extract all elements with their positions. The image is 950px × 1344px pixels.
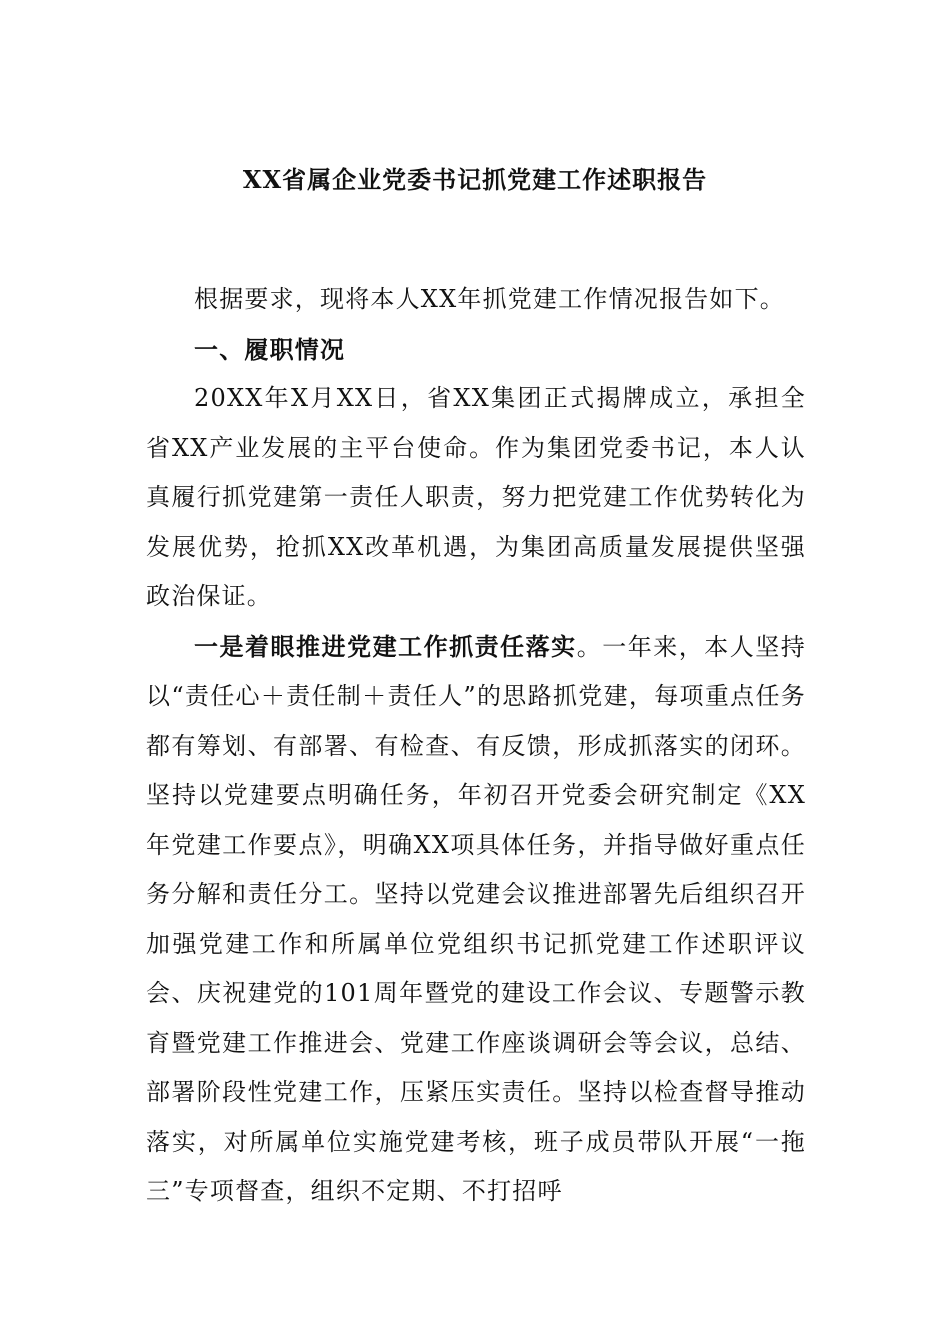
body-paragraph: 20XX年X月XX日，省XX集团正式揭牌成立，承担全省XX产业发展的主平台使命。作为集团党委书记，本人认真履行抓党建第一责任人职责，努力把党建工作优势转化为发展优势，抢抓XX改革机遇，为集团高质量发展提供坚强政治保证。: [146, 384, 806, 610]
intro-paragraph: 根据要求，现将本人XX年抓党建工作情况报告如下。: [194, 285, 785, 313]
document-title: XX省属企业党委书记抓党建工作述职报告: [242, 165, 708, 194]
section-heading: 一、履职情况: [194, 334, 346, 364]
body-paragraph-with-lead: [146, 622, 806, 1217]
document-body: [146, 275, 806, 1217]
paragraph-lead-phrase: 一是着眼推进党建工作抓责任落实: [194, 631, 577, 661]
paragraph-body-text: 。一年来，本人坚持以“责任心＋责任制＋责任人”的思路抓党建，每项重点任务都有筹划、有部署、有检查、有反馈，形成抓落实的闭环。坚持以党建要点明确任务，年初召开党委会研究制定《XX年党建工作要点》，明确XX项具体任务，并指导做好重点任务分解和责任分工。坚持以党建会议推进部署先后组织召开加强党建工作和所属单位党组织书记抓党建工作述职评议会、庆祝建党的101周年暨党的建设工作会议、专题警示教育暨党建工作推进会、党建工作座谈调研会等会议，总结、部署阶段性党建工作，压紧压实责任。坚持以检查督导推动落实，对所属单位实施党建考核，班子成员带队开展“一拖三”专项督查，组织不定期、不打招呼: [146, 632, 806, 1205]
